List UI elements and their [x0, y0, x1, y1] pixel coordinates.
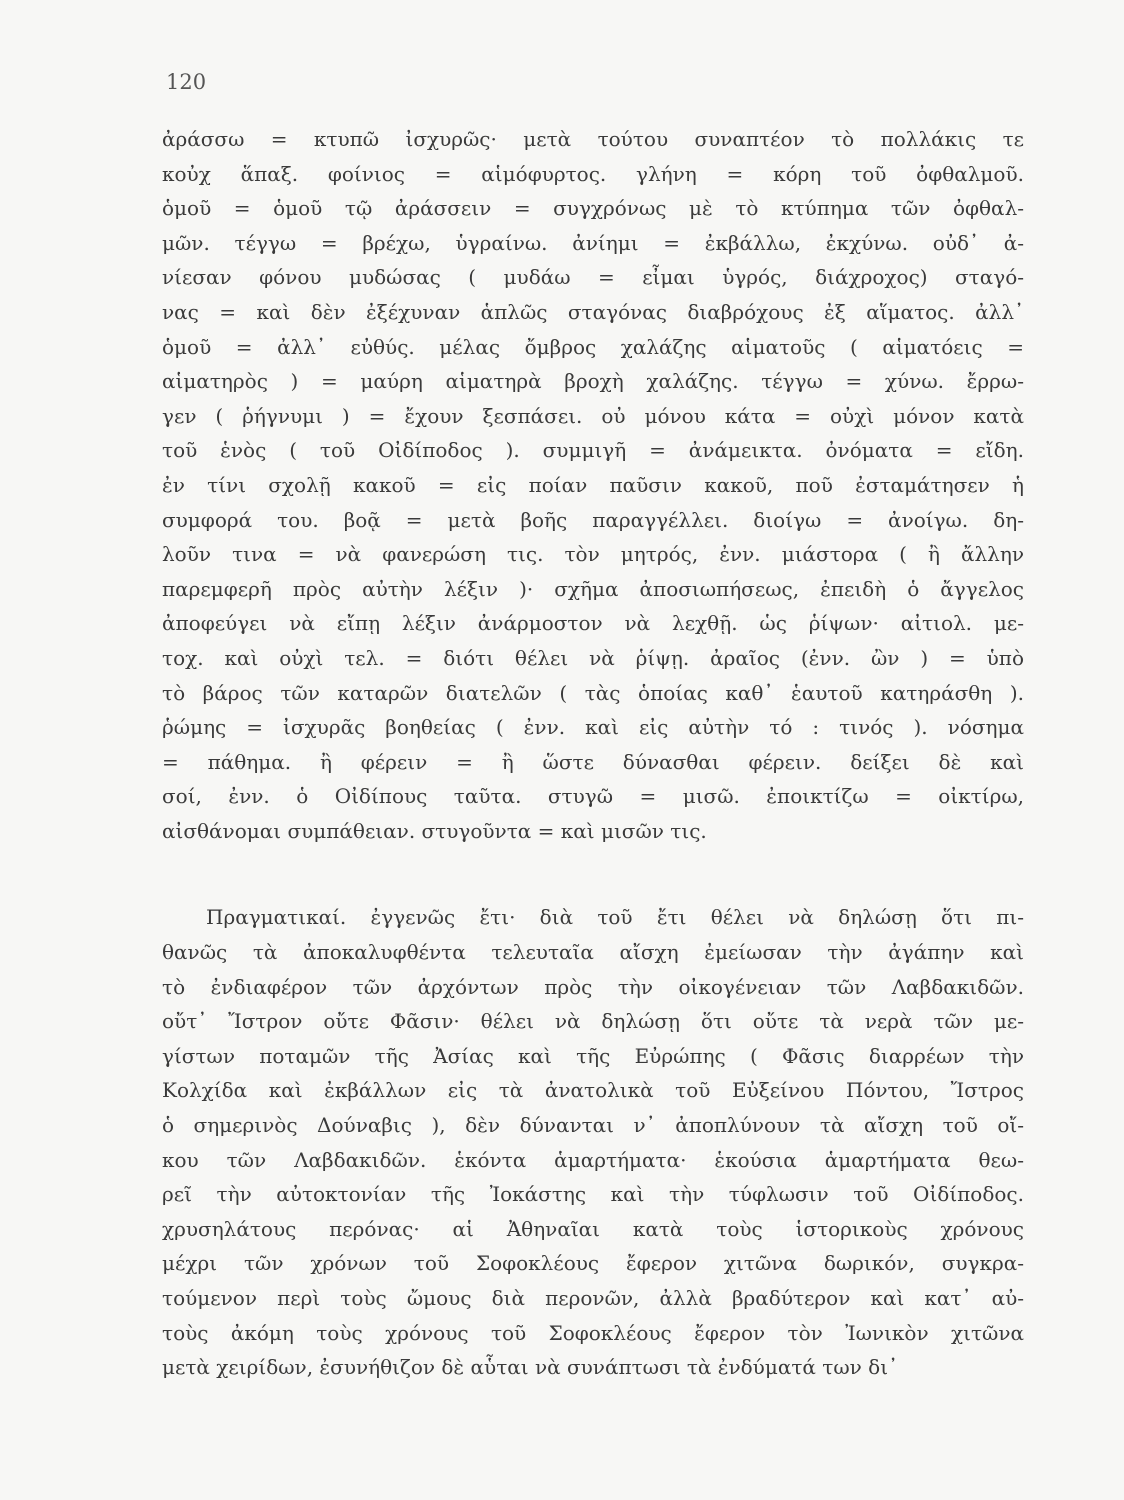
text-line: θανῶς τὰ ἀποκαλυφθέντα τελευταῖα αἴσχη ἐμείωσαν τὴν ἀγάπην καὶ: [162, 940, 1024, 965]
text-line: λοῦν τινα = νὰ φανερώση τις. τὸν μητρός, ἐνν. μιάστορα ( ἢ ἄλλην: [162, 542, 1024, 567]
text-line: γεν ( ῥήγνυμι ) = ἔχουν ξεσπάσει. οὐ μόνου κάτα = οὐχὶ μόνον κατὰ: [162, 403, 1024, 428]
text-line: μέχρι τῶν χρόνων τοῦ Σοφοκλέους ἔφερον χιτῶνα δωρικόν, συγκρα-: [162, 1251, 1024, 1276]
text-line: μετὰ χειρίδων, ἐσυνήθιζον δὲ αὗται νὰ συνάπτωσι τὰ ἐνδύματά των δι᾽: [162, 1355, 899, 1380]
text-line: ἀποφεύγει νὰ εἴπῃ λέξιν ἀνάρμοστον νὰ λεχθῇ. ὡς ῥίψων· αἰτιολ. με-: [162, 611, 1024, 636]
text-line: ὁμοῦ = ἀλλ᾽ εὐθύς. μέλας ὄμβρος χαλάζης αἱματοῦς ( αἱματόεις =: [162, 334, 1024, 359]
text-line: Πραγματικαί. ἐγγενῶς ἔτι· διὰ τοῦ ἔτι θέλει νὰ δηλώσῃ ὅτι πι-: [206, 905, 1024, 930]
text-line: αἰσθάνομαι συμπάθειαν. στυγοῦντα = καὶ μισῶν τις.: [162, 818, 707, 843]
page-body: [162, 122, 1024, 1385]
text-line: γίστων ποταμῶν τῆς Ἀσίας καὶ τῆς Εὐρώπης ( Φᾶσις διαρρέων τὴν: [162, 1043, 1024, 1068]
text-line: ρεῖ τὴν αὐτοκτονίαν τῆς Ἰοκάστης καὶ τὴν τύφλωσιν τοῦ Οἰδίποδος.: [162, 1182, 1024, 1207]
text-line: Κολχίδα καὶ ἐκβάλλων εἰς τὰ ἀνατολικὰ τοῦ Εὐξείνου Πόντου, Ἴστρος: [162, 1078, 1024, 1103]
text-line: ἐν τίνι σχολῇ κακοῦ = εἰς ποίαν παῦσιν κακοῦ, ποῦ ἐσταμάτησεν ἡ: [162, 472, 1024, 497]
text-line: νίεσαν φόνου μυδώσας ( μυδάω = εἶμαι ὑγρός, διάχροχος) σταγό-: [162, 265, 1024, 290]
section-gap: [162, 848, 1024, 900]
text-line: νας = καὶ δὲν ἐξέχυναν ἁπλῶς σταγόνας διαβρόχους ἐξ αἵματος. ἀλλ᾽: [162, 299, 1024, 324]
text-line: τοχ. καὶ οὐχὶ τελ. = διότι θέλει νὰ ῥίψῃ. ἀραῖος (ἐνν. ὢν ) = ὑπὸ: [162, 645, 1024, 670]
text-line: ῥώμης = ἰσχυρᾶς βοηθείας ( ἐνν. καὶ εἰς αὐτὴν τό : τινός ). νόσημα: [162, 715, 1024, 740]
text-line: κοὐχ ἅπαξ. φοίνιος = αἱμόφυρτος. γλήνη = κόρη τοῦ ὀφθαλμοῦ.: [162, 161, 1024, 186]
text-line: τὸ ἐνδιαφέρον τῶν ἀρχόντων πρὸς τὴν οἰκογένειαν τῶν Λαβδακιδῶν.: [162, 974, 1024, 999]
text-line: ὁμοῦ = ὁμοῦ τῷ ἀράσσειν = συγχρόνως μὲ τὸ κτύπημα τῶν ὀφθαλ-: [162, 196, 1024, 221]
text-line: παρεμφερῆ πρὸς αὐτὴν λέξιν )· σχῆμα ἀποσιωπήσεως, ἐπειδὴ ὁ ἄγγελος: [162, 576, 1024, 601]
text-line: αἱματηρὸς ) = μαύρη αἱματηρὰ βροχὴ χαλάζης. τέγγω = χύνω. ἔρρω-: [162, 369, 1024, 394]
page-number: 120: [166, 70, 207, 94]
text-line: ἀράσσω = κτυπῶ ἰσχυρῶς· μετὰ τούτου συναπτέον τὸ πολλάκις τε: [162, 127, 1024, 151]
text-line: οὔτ᾽ Ἴστρον οὔτε Φᾶσιν· θέλει νὰ δηλώσῃ ὅτι οὔτε τὰ νερὰ τῶν με-: [162, 1009, 1024, 1034]
commentary-section: [162, 122, 1024, 848]
text-line: ὁ σημερινὸς Δούναβις ), δὲν δύνανται ν᾽ ἀποπλύνουν τὰ αἴσχη τοῦ οἴ-: [162, 1113, 1024, 1138]
text-line: = πάθημα. ἢ φέρειν = ἢ ὥστε δύνασθαι φέρειν. δείξει δὲ καὶ: [162, 749, 1024, 774]
text-line: συμφορά του. βοᾷ = μετὰ βοῆς παραγγέλλει. διοίγω = ἀνοίγω. δη-: [162, 507, 1024, 532]
text-line: κου τῶν Λαβδακιδῶν. ἑκόντα ἁμαρτήματα· ἑκούσια ἁμαρτήματα θεω-: [162, 1147, 1024, 1172]
text-line: μῶν. τέγγω = βρέχω, ὑγραίνω. ἀνίημι = ἐκβάλλω, ἐκχύνω. οὐδ᾽ ἀ-: [162, 230, 1024, 255]
text-line: σοί, ἐνν. ὁ Οἰδίπους ταῦτα. στυγῶ = μισῶ. ἐποικτίζω = οἰκτίρω,: [162, 784, 1024, 809]
notes-section: [162, 900, 1024, 1384]
text-line: τὸ βάρος τῶν καταρῶν διατελῶν ( τὰς ὁποίας καθ᾽ ἑαυτοῦ κατηράσθη ).: [162, 680, 1024, 705]
text-line: τοῦ ἑνὸς ( τοῦ Οἰδίποδος ). συμμιγῆ = ἀνάμεικτα. ὀνόματα = εἴδη.: [162, 438, 1024, 463]
text-line: τούμενον περὶ τοὺς ὤμους διὰ περονῶν, ἀλλὰ βραδύτερον καὶ κατ᾽ αὐ-: [162, 1286, 1024, 1310]
text-line: χρυσηλάτους περόνας· αἱ Ἀθηναῖαι κατὰ τοὺς ἱστορικοὺς χρόνους: [162, 1216, 1024, 1241]
text-line: τοὺς ἀκόμη τοὺς χρόνους τοῦ Σοφοκλέους ἔφερον τὸν Ἰωνικὸν χιτῶνα: [162, 1320, 1024, 1345]
